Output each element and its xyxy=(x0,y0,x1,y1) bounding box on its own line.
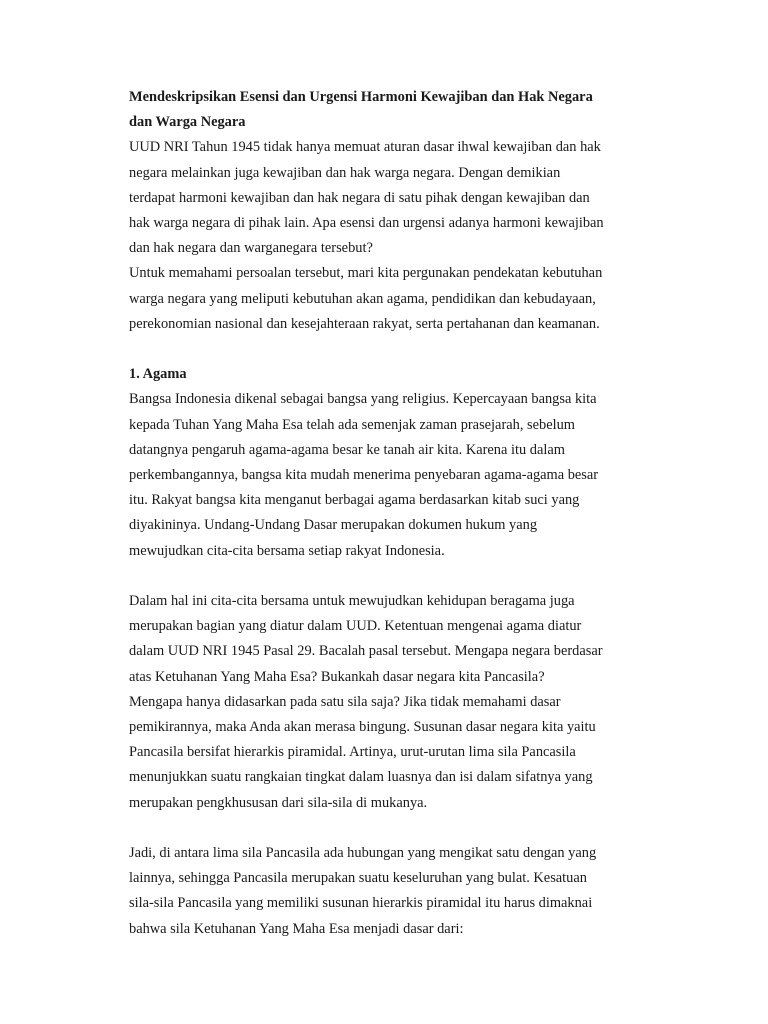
text-line: perekonomian nasional dan kesejahteraan rakyat, serta pertahanan dan keamanan. xyxy=(129,315,600,332)
text-line: Bangsa Indonesia dikenal sebagai bangsa yang religius. Kepercayaan bangsa kita xyxy=(129,391,597,408)
text-line: sila-sila Pancasila yang memiliki susunan hierarkis piramidal itu harus dimaknai xyxy=(129,895,593,912)
section-paragraph-3 xyxy=(129,841,649,942)
text-line: hak warga negara di pihak lain. Apa esensi dan urgensi adanya harmoni kewajiban xyxy=(129,215,604,232)
text-line: datangnya pengaruh agama-agama besar ke tanah air kita. Karena itu dalam xyxy=(129,441,565,458)
intro-paragraph xyxy=(129,135,649,337)
text-line: merupakan bagian yang diatur dalam UUD. Ketentuan mengenai agama diatur xyxy=(129,618,582,635)
text-line: lainnya, sehingga Pancasila merupakan suatu keseluruhan yang bulat. Kesatuan xyxy=(129,870,587,887)
text-line: bahwa sila Ketuhanan Yang Maha Esa menjadi dasar dari: xyxy=(129,920,464,937)
text-line: terdapat harmoni kewajiban dan hak negara di satu pihak dengan kewajiban dan xyxy=(129,189,590,206)
document-page xyxy=(129,85,649,942)
text-line: kepada Tuhan Yang Maha Esa telah ada semenjak zaman prasejarah, sebelum xyxy=(129,416,575,433)
text-line: Dalam hal ini cita-cita bersama untuk mewujudkan kehidupan beragama juga xyxy=(129,593,575,610)
text-line: Pancasila bersifat hierarkis piramidal. Artinya, urut-urutan lima sila Pancasila xyxy=(129,744,576,761)
text-line: warga negara yang meliputi kebutuhan akan agama, pendidikan dan kebudayaan, xyxy=(129,290,596,307)
text-line: merupakan pengkhususan dari sila-sila di mukanya. xyxy=(129,794,428,811)
text-line: Untuk memahami persoalan tersebut, mari kita pergunakan pendekatan kebutuhan xyxy=(129,265,603,282)
text-line: mewujudkan cita-cita bersama setiap rakyat Indonesia. xyxy=(129,542,445,559)
document-title-line-2: dan Warga Negara xyxy=(129,114,246,131)
paragraph-gap xyxy=(129,816,649,841)
text-line: negara melainkan juga kewajiban dan hak warga negara. Dengan demikian xyxy=(129,164,561,181)
paragraph-gap xyxy=(129,337,649,362)
section-paragraph-2 xyxy=(129,589,649,816)
text-line: perkembangannya, bangsa kita mudah menerima penyebaran agama-agama besar xyxy=(129,467,599,484)
document-title-line-1: Mendeskripsikan Esensi dan Urgensi Harmoni Kewajiban dan Hak Negara xyxy=(129,89,593,105)
text-line: menunjukkan suatu rangkaian tingkat dalam luasnya dan isi dalam sifatnya yang xyxy=(129,769,593,786)
text-line: UUD NRI Tahun 1945 tidak hanya memuat aturan dasar ihwal kewajiban dan hak xyxy=(129,139,601,156)
text-line: dan hak negara dan warganegara tersebut? xyxy=(129,240,373,257)
section-heading-agama: 1. Agama xyxy=(129,366,187,383)
text-line: dalam UUD NRI 1945 Pasal 29. Bacalah pasal tersebut. Mengapa negara berdasar xyxy=(129,643,603,660)
text-line: Jadi, di antara lima sila Pancasila ada hubungan yang mengikat satu dengan yang xyxy=(129,845,597,862)
paragraph-gap xyxy=(129,564,649,589)
text-line: Mengapa hanya didasarkan pada satu sila saja? Jika tidak memahami dasar xyxy=(129,693,561,710)
text-line: diyakininya. Undang-Undang Dasar merupakan dokumen hukum yang xyxy=(129,517,538,534)
section-paragraph-1 xyxy=(129,387,649,563)
text-line: pemikirannya, maka Anda akan merasa bingung. Susunan dasar negara kita yaitu xyxy=(129,719,596,736)
text-line: itu. Rakyat bangsa kita menganut berbagai agama berdasarkan kitab suci yang xyxy=(129,492,580,509)
text-line: atas Ketuhanan Yang Maha Esa? Bukankah dasar negara kita Pancasila? xyxy=(129,668,545,685)
